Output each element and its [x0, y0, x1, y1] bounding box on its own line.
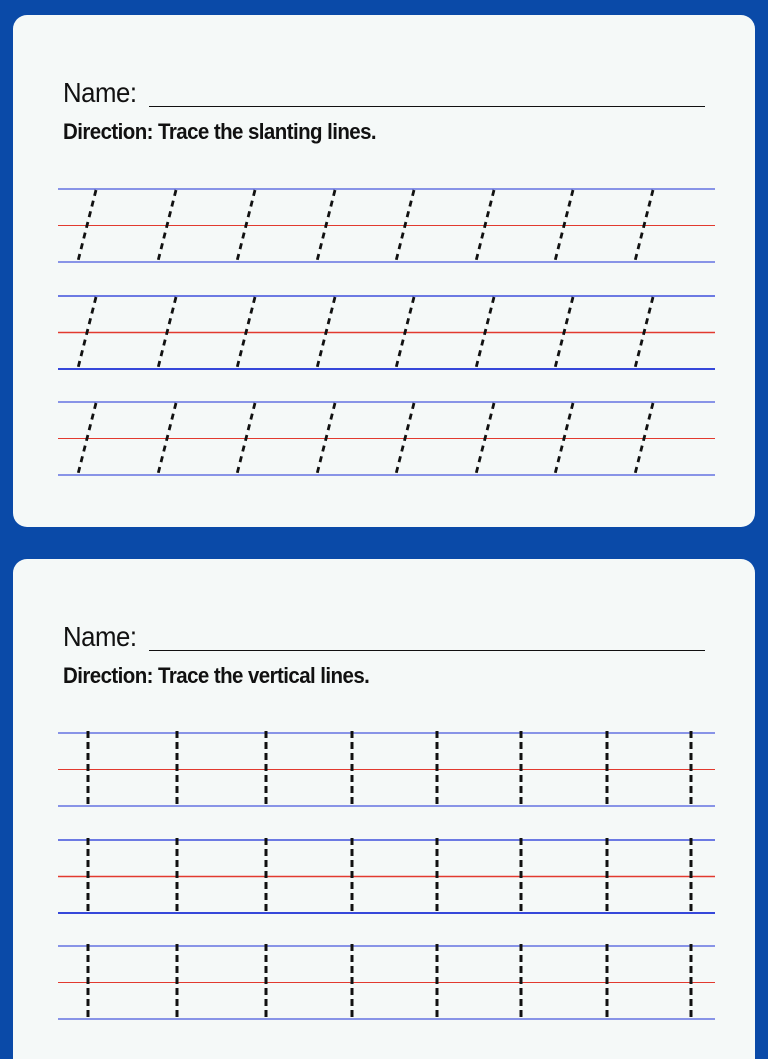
name-label: Name:: [63, 621, 137, 652]
worksheet-card-slanting: [13, 15, 755, 527]
name-label: Name:: [63, 77, 137, 108]
direction-text: Direction: Trace the slanting lines.: [63, 119, 377, 144]
tracing-area-slanting: [13, 15, 755, 527]
direction-text: Direction: Trace the vertical lines.: [63, 663, 370, 688]
tracing-area-vertical: [13, 559, 755, 1059]
worksheet-card-vertical: [13, 559, 755, 1059]
